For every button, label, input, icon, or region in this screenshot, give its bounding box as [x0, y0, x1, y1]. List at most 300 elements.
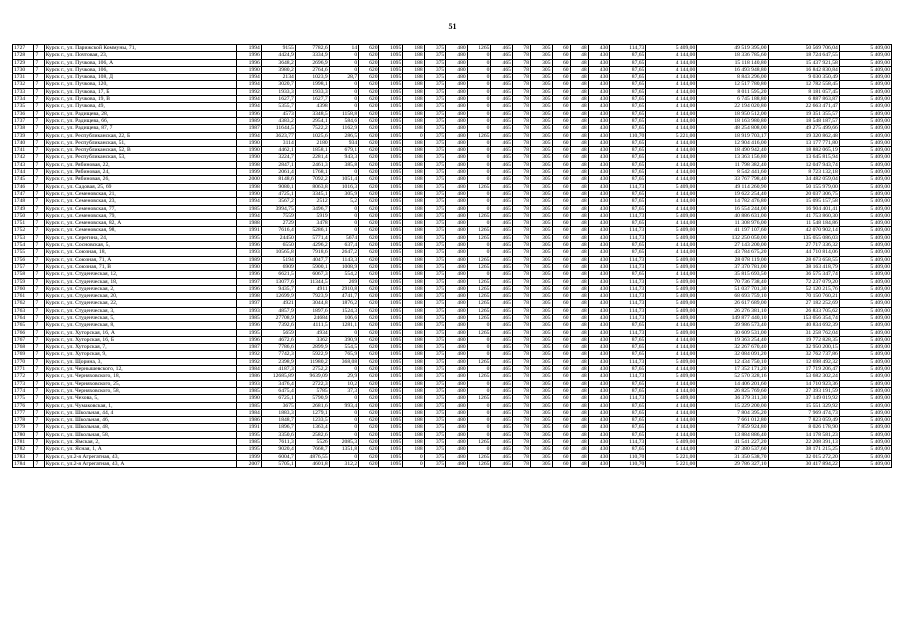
cell-tariff-9: 305 — [531, 198, 552, 205]
cell-tariff-4: 375 — [424, 161, 445, 168]
cell-nonresidential-area: 0 — [329, 220, 358, 227]
cell-tariff-9: 305 — [531, 380, 552, 387]
cell-rate-per-m2: 4 144,00 — [646, 103, 697, 110]
cell-tariff-8: 78 — [512, 59, 530, 66]
cell-category-code: 7 — [34, 117, 44, 124]
table-row — [13, 169, 892, 176]
cell-rate-per-m2: 5 221,00 — [646, 132, 697, 139]
cell-tariff-9: 305 — [531, 278, 552, 285]
cell-category-code: 7 — [34, 183, 44, 190]
cell-tariff-7: 465 — [491, 278, 512, 285]
cell-tariff-3: 188 — [403, 220, 424, 227]
cell-tariff-2: 1095 — [379, 460, 403, 467]
cell-living-area: 3348,5 — [295, 110, 329, 117]
cell-tariff-7: 465 — [491, 344, 512, 351]
cell-tariff-1: 620 — [359, 271, 379, 278]
cell-tariff-12: 430 — [588, 103, 609, 110]
cell-cost-estimate: 32 267 670,40 — [697, 344, 768, 351]
table-row — [13, 81, 892, 88]
cell-total-area: 12685,89 — [261, 373, 295, 380]
cell-tariff-4: 375 — [424, 212, 445, 219]
cell-tariff-8: 78 — [512, 387, 530, 394]
cell-tariff-6: 0 — [467, 59, 491, 66]
cell-tariff-2: 1095 — [379, 88, 403, 95]
cell-year-built: 1985 — [236, 402, 261, 409]
cell-tariff-2: 1095 — [379, 74, 403, 81]
cell-limit-rate: 5 409,00 — [839, 380, 891, 387]
cell-category-code: 7 — [34, 417, 44, 424]
cell-tariff-9: 305 — [531, 373, 552, 380]
cell-tariff-12: 430 — [588, 66, 609, 73]
cell-tariff-10: 60 — [552, 409, 570, 416]
cell-tariff-4: 375 — [424, 336, 445, 343]
cell-tariff-11: 48 — [570, 278, 588, 285]
cell-tariff-12: 430 — [588, 336, 609, 343]
cell-tariff-3: 188 — [403, 439, 424, 446]
cell-tariff-6: 0 — [467, 176, 491, 183]
cell-tariff-1: 620 — [359, 154, 379, 161]
cell-tariff-12: 430 — [588, 81, 609, 88]
cell-tariff-10: 60 — [552, 322, 570, 329]
cell-living-area: 1933,3 — [295, 88, 329, 95]
cell-tariff-10: 60 — [552, 132, 570, 139]
cell-nonresidential-area: 0 — [329, 59, 358, 66]
cell-tariff-8: 78 — [512, 460, 530, 467]
cell-address: Курск г., ул. Рябиновая, 24, — [44, 169, 236, 176]
cell-category-code: 7 — [34, 205, 44, 212]
cell-cost-indexed: 27 182 252,69 — [768, 300, 839, 307]
cell-tariff-12: 430 — [588, 147, 609, 154]
cell-cost-indexed: 8 181 057,45 — [768, 88, 839, 95]
cell-total-area: 27708,9 — [261, 314, 295, 321]
cell-year-built: 1990 — [236, 395, 261, 402]
cell-tariff-4: 375 — [424, 227, 445, 234]
cell-limit-rate: 5 409,00 — [839, 45, 891, 52]
cell-year-built: 1990 — [236, 139, 261, 146]
cell-tariff-5: 480 — [446, 125, 467, 132]
cell-tariff-5: 480 — [446, 59, 467, 66]
cell-category-code: 7 — [34, 110, 44, 117]
cell-total-area: 7616,4 — [261, 227, 295, 234]
cell-rate: 114,73 — [610, 227, 646, 234]
cell-tariff-6: 0 — [467, 387, 491, 394]
cell-cost-indexed: 26 833 705,62 — [768, 307, 839, 314]
cell-cost-estimate: 36 379 311,30 — [697, 395, 768, 402]
cell-tariff-4: 375 — [424, 52, 445, 59]
cell-category-code: 7 — [34, 132, 44, 139]
cell-address: Курск г., ул. Союзная, 71, В — [44, 263, 236, 270]
table-row — [13, 96, 892, 103]
cell-tariff-4: 375 — [424, 234, 445, 241]
cell-cost-estimate: 19 363 254,40 — [697, 336, 768, 343]
cell-tariff-9: 305 — [531, 110, 552, 117]
cell-tariff-8: 78 — [512, 176, 530, 183]
cell-tariff-5: 480 — [446, 271, 467, 278]
cell-nonresidential-area: 0 — [329, 88, 358, 95]
cell-tariff-6: 0 — [467, 103, 491, 110]
cell-tariff-2: 1095 — [379, 52, 403, 59]
cell-tariff-10: 60 — [552, 103, 570, 110]
cell-tariff-5: 480 — [446, 234, 467, 241]
cell-nonresidential-area: 106,6 — [329, 314, 358, 321]
cell-tariff-10: 60 — [552, 88, 570, 95]
cell-tariff-11: 48 — [570, 139, 588, 146]
cell-tariff-11: 48 — [570, 344, 588, 351]
cell-tariff-3: 188 — [403, 351, 424, 358]
cell-tariff-9: 305 — [531, 96, 552, 103]
cell-total-area: 5194 — [261, 256, 295, 263]
cell-limit-rate: 5 409,00 — [839, 154, 891, 161]
cell-tariff-7: 465 — [491, 169, 512, 176]
cell-year-built: 1993 — [236, 307, 261, 314]
cell-row-number: 1782 — [13, 446, 34, 453]
cell-tariff-6: 0 — [467, 96, 491, 103]
cell-category-code: 7 — [34, 52, 44, 59]
cell-tariff-8: 78 — [512, 198, 530, 205]
cell-living-area: 4111,5 — [295, 322, 329, 329]
cell-row-number: 1736 — [13, 110, 34, 117]
cell-year-built: 1994 — [236, 103, 261, 110]
cell-cost-estimate: 14 406 201,60 — [697, 380, 768, 387]
cell-limit-rate: 5 409,00 — [839, 227, 891, 234]
table-row — [13, 387, 892, 394]
cell-living-area: 2281,4 — [295, 154, 329, 161]
cell-rate-per-m2: 4 144,00 — [646, 424, 697, 431]
cell-tariff-11: 48 — [570, 88, 588, 95]
table-row — [13, 380, 892, 387]
cell-tariff-11: 48 — [570, 205, 588, 212]
cell-address: Курск г., ул. Семеновская, 23, — [44, 198, 236, 205]
cell-tariff-11: 48 — [570, 66, 588, 73]
table-row — [13, 212, 892, 219]
cell-tariff-5: 480 — [446, 242, 467, 249]
cell-category-code: 7 — [34, 88, 44, 95]
cell-year-built: 1990 — [236, 154, 261, 161]
cell-tariff-4: 375 — [424, 285, 445, 292]
cell-cost-estimate: 7 859 924,80 — [697, 424, 768, 431]
cell-tariff-10: 60 — [552, 358, 570, 365]
cell-cost-indexed: 19 320 862,48 — [768, 132, 839, 139]
cell-tariff-9: 305 — [531, 256, 552, 263]
cell-limit-rate: 5 409,00 — [839, 220, 891, 227]
cell-tariff-1: 620 — [359, 74, 379, 81]
cell-tariff-2: 1095 — [379, 249, 403, 256]
cell-tariff-4: 375 — [424, 183, 445, 190]
table-row — [13, 395, 892, 402]
cell-total-area: 2847,1 — [261, 161, 295, 168]
cell-tariff-2: 1095 — [379, 409, 403, 416]
cell-category-code: 7 — [34, 446, 44, 453]
cell-address: Курск г., ул. Щорина, 3, — [44, 358, 236, 365]
cell-tariff-9: 305 — [531, 176, 552, 183]
cell-category-code: 7 — [34, 439, 44, 446]
cell-tariff-11: 48 — [570, 147, 588, 154]
cell-cost-estimate: 12 517 780,80 — [697, 81, 768, 88]
cell-limit-rate: 5 409,00 — [839, 395, 891, 402]
cell-tariff-5: 480 — [446, 424, 467, 431]
cell-nonresidential-area: 10,2 — [329, 380, 358, 387]
cell-tariff-8: 78 — [512, 278, 530, 285]
cell-nonresidential-area: 385,8 — [329, 161, 358, 168]
cell-address: Курск г., ул. Парижской Коммуны, 71, — [44, 45, 236, 52]
cell-cost-estimate: 19 622 254,40 — [697, 190, 768, 197]
cell-cost-indexed: 32 950 200,15 — [768, 344, 839, 351]
cell-tariff-4: 375 — [424, 125, 445, 132]
cell-tariff-5: 480 — [446, 139, 467, 146]
cell-category-code: 7 — [34, 220, 44, 227]
cell-tariff-5: 480 — [446, 154, 467, 161]
cell-address: Курск г., ул. Ямская, 2, — [44, 439, 236, 446]
cell-category-code: 7 — [34, 81, 44, 88]
cell-tariff-12: 430 — [588, 358, 609, 365]
cell-tariff-5: 480 — [446, 344, 467, 351]
cell-tariff-4: 375 — [424, 110, 445, 117]
cell-limit-rate: 5 409,00 — [839, 271, 891, 278]
cell-tariff-7: 465 — [491, 242, 512, 249]
cell-tariff-5: 480 — [446, 161, 467, 168]
cell-category-code: 7 — [34, 169, 44, 176]
cell-rate-per-m2: 4 144,00 — [646, 336, 697, 343]
cell-limit-rate: 5 409,00 — [839, 263, 891, 270]
cell-cost-estimate: 18 919 703,17 — [697, 132, 768, 139]
table-row — [13, 183, 892, 190]
cell-tariff-6: 0 — [467, 446, 491, 453]
cell-total-area: 3020,7 — [261, 81, 295, 88]
cell-tariff-10: 60 — [552, 81, 570, 88]
cell-tariff-10: 60 — [552, 66, 570, 73]
cell-tariff-6: 0 — [467, 147, 491, 154]
cell-tariff-12: 430 — [588, 198, 609, 205]
cell-rate-per-m2: 4 144,00 — [646, 52, 697, 59]
cell-tariff-4: 375 — [424, 154, 445, 161]
cell-row-number: 1747 — [13, 190, 34, 197]
cell-tariff-11: 48 — [570, 300, 588, 307]
cell-total-area: 7786,6 — [261, 344, 295, 351]
cell-address: Курск г., ул. Черняховского, 58, — [44, 387, 236, 394]
cell-tariff-9: 305 — [531, 453, 552, 460]
cell-tariff-2: 1095 — [379, 110, 403, 117]
cell-tariff-3: 188 — [403, 307, 424, 314]
cell-tariff-8: 78 — [512, 242, 530, 249]
cell-total-area: 3476,4 — [261, 380, 295, 387]
cell-tariff-6: 0 — [467, 169, 491, 176]
cell-tariff-6: 1265 — [467, 329, 491, 336]
cell-rate-per-m2: 4 144,00 — [646, 431, 697, 438]
cell-tariff-12: 430 — [588, 395, 609, 402]
cell-tariff-12: 430 — [588, 139, 609, 146]
cell-tariff-12: 430 — [588, 220, 609, 227]
cell-tariff-5: 480 — [446, 220, 467, 227]
cell-limit-rate: 5 409,00 — [839, 183, 891, 190]
cell-tariff-2: 1095 — [379, 139, 403, 146]
cell-living-area: 2752,2 — [295, 366, 329, 373]
cell-tariff-2: 1095 — [379, 271, 403, 278]
cell-tariff-1: 620 — [359, 117, 379, 124]
cell-tariff-2: 1095 — [379, 336, 403, 343]
cell-tariff-5: 480 — [446, 358, 467, 365]
cell-tariff-1: 620 — [359, 300, 379, 307]
table-row — [13, 103, 892, 110]
cell-address: Курск г., ул.2-я Агрегатная, 43, А — [44, 460, 236, 467]
cell-nonresidential-area: 0 — [329, 66, 358, 73]
table-row — [13, 329, 892, 336]
cell-tariff-7: 465 — [491, 366, 512, 373]
cell-tariff-5: 480 — [446, 227, 467, 234]
cell-tariff-11: 48 — [570, 212, 588, 219]
cell-tariff-9: 305 — [531, 212, 552, 219]
cell-tariff-9: 305 — [531, 358, 552, 365]
cell-category-code: 7 — [34, 351, 44, 358]
cell-tariff-1: 620 — [359, 52, 379, 59]
cell-limit-rate: 5 409,00 — [839, 234, 891, 241]
cell-limit-rate: 5 409,00 — [839, 212, 891, 219]
cell-total-area: 6909 — [261, 263, 295, 270]
cell-row-number: 1740 — [13, 139, 34, 146]
cell-tariff-2: 1095 — [379, 387, 403, 394]
cell-tariff-7: 465 — [491, 409, 512, 416]
cell-tariff-3: 188 — [403, 424, 424, 431]
cell-row-number: 1758 — [13, 271, 34, 278]
cell-tariff-12: 430 — [588, 460, 609, 467]
cell-tariff-11: 48 — [570, 329, 588, 336]
cell-tariff-1: 620 — [359, 161, 379, 168]
cell-cost-indexed: 32 762 737,86 — [768, 351, 839, 358]
cell-nonresidential-area: 1008,9 — [329, 263, 358, 270]
cell-category-code: 7 — [34, 198, 44, 205]
cell-tariff-9: 305 — [531, 351, 552, 358]
cell-address: Курск г., ул. Радищева, 28, — [44, 110, 236, 117]
cell-cost-estimate: 48 254 808,00 — [697, 125, 768, 132]
cell-tariff-7: 465 — [491, 227, 512, 234]
cell-year-built: 1990 — [236, 66, 261, 73]
cell-tariff-8: 78 — [512, 285, 530, 292]
cell-rate-per-m2: 5 409,00 — [646, 307, 697, 314]
cell-address: Курск г., ул. Черняховского, 25, — [44, 380, 236, 387]
cell-nonresidential-area: 269 — [329, 278, 358, 285]
cell-tariff-1: 620 — [359, 183, 379, 190]
cell-year-built: 2000 — [236, 176, 261, 183]
cell-rate: 114,73 — [610, 278, 646, 285]
cell-limit-rate: 5 409,00 — [839, 74, 891, 81]
cell-tariff-7: 465 — [491, 256, 512, 263]
cell-tariff-9: 305 — [531, 366, 552, 373]
cell-cost-indexed: 34 482 059,04 — [768, 176, 839, 183]
cell-tariff-9: 305 — [531, 169, 552, 176]
cell-tariff-2: 1095 — [379, 132, 403, 139]
cell-cost-estimate: 18 163 980,80 — [697, 117, 768, 124]
table-row — [13, 249, 892, 256]
cell-tariff-9: 305 — [531, 314, 552, 321]
cell-tariff-6: 1265 — [467, 395, 491, 402]
cell-tariff-7: 465 — [491, 431, 512, 438]
cell-tariff-4: 375 — [424, 409, 445, 416]
cell-tariff-2: 1095 — [379, 300, 403, 307]
cell-nonresidential-area: 4741,7 — [329, 293, 358, 300]
cell-tariff-5: 480 — [446, 96, 467, 103]
cell-cost-estimate: 11 798 382,40 — [697, 161, 768, 168]
cell-tariff-2: 1095 — [379, 161, 403, 168]
cell-total-area: 9435,7 — [261, 285, 295, 292]
cell-tariff-10: 60 — [552, 285, 570, 292]
cell-tariff-8: 78 — [512, 212, 530, 219]
cell-row-number: 1781 — [13, 439, 34, 446]
cell-tariff-5: 480 — [446, 132, 467, 139]
cell-tariff-7: 465 — [491, 271, 512, 278]
cell-tariff-10: 60 — [552, 183, 570, 190]
cell-living-area: 4047,7 — [295, 256, 329, 263]
cell-rate: 87,65 — [610, 110, 646, 117]
cell-tariff-4: 375 — [424, 344, 445, 351]
cell-tariff-3: 0 — [403, 460, 424, 467]
cell-limit-rate: 5 409,00 — [839, 147, 891, 154]
cell-living-area: 2512 — [295, 198, 329, 205]
cell-tariff-12: 430 — [588, 234, 609, 241]
cell-living-area: 5526 — [295, 439, 329, 446]
cell-tariff-10: 60 — [552, 336, 570, 343]
cell-address: Курск г., ул. Сосновская, 5, — [44, 242, 236, 249]
cell-cost-indexed: 38 163 418,79 — [768, 263, 839, 270]
cell-cost-estimate: 39 986 573,40 — [697, 322, 768, 329]
cell-nonresidential-area: 0 — [329, 212, 358, 219]
cell-living-area: 2681,6 — [295, 402, 329, 409]
cell-tariff-6: 1265 — [467, 314, 491, 321]
cell-tariff-1: 620 — [359, 387, 379, 394]
cell-rate: 114,73 — [610, 300, 646, 307]
cell-limit-rate: 5 409,00 — [839, 453, 891, 460]
cell-category-code: 7 — [34, 409, 44, 416]
cell-tariff-5: 480 — [446, 52, 467, 59]
cell-tariff-12: 430 — [588, 366, 609, 373]
cell-nonresidential-area: 554,2 — [329, 271, 358, 278]
cell-cost-indexed: 52 120 215,76 — [768, 285, 839, 292]
cell-tariff-5: 480 — [446, 117, 467, 124]
cell-total-area: 7742,3 — [261, 351, 295, 358]
cell-category-code: 7 — [34, 45, 44, 52]
cell-cost-estimate: 149 877 440,10 — [697, 314, 768, 321]
cell-tariff-1: 620 — [359, 96, 379, 103]
cell-year-built: 1994 — [236, 132, 261, 139]
cell-tariff-7: 465 — [491, 417, 512, 424]
cell-tariff-8: 78 — [512, 373, 530, 380]
cell-row-number: 1761 — [13, 293, 34, 300]
cell-tariff-11: 48 — [570, 431, 588, 438]
cell-cost-indexed: 28 673 658,55 — [768, 256, 839, 263]
cell-tariff-10: 60 — [552, 278, 570, 285]
cell-rate: 87,65 — [610, 249, 646, 256]
table-row — [13, 409, 892, 416]
cell-limit-rate: 5 409,00 — [839, 402, 891, 409]
cell-tariff-2: 1095 — [379, 147, 403, 154]
cell-tariff-3: 188 — [403, 205, 424, 212]
cell-rate-per-m2: 4 144,00 — [646, 110, 697, 117]
cell-living-area: 11980,2 — [295, 358, 329, 365]
cell-tariff-1: 620 — [359, 110, 379, 117]
cell-cost-estimate: 49 114 260,90 — [697, 183, 768, 190]
table-row — [13, 278, 892, 285]
cell-limit-rate: 5 409,00 — [839, 59, 891, 66]
cell-tariff-12: 430 — [588, 329, 609, 336]
cell-total-area: 2398,9 — [261, 358, 295, 365]
cell-cost-indexed: 49 275 499,66 — [768, 125, 839, 132]
cell-cost-estimate: 18 950 512,00 — [697, 110, 768, 117]
cell-limit-rate: 5 409,00 — [839, 117, 891, 124]
cell-limit-rate: 5 409,00 — [839, 351, 891, 358]
cell-nonresidential-area: 2910,8 — [329, 285, 358, 292]
cell-tariff-1: 620 — [359, 169, 379, 176]
table-row — [13, 52, 892, 59]
cell-tariff-3: 188 — [403, 227, 424, 234]
cell-rate-per-m2: 4 144,00 — [646, 198, 697, 205]
